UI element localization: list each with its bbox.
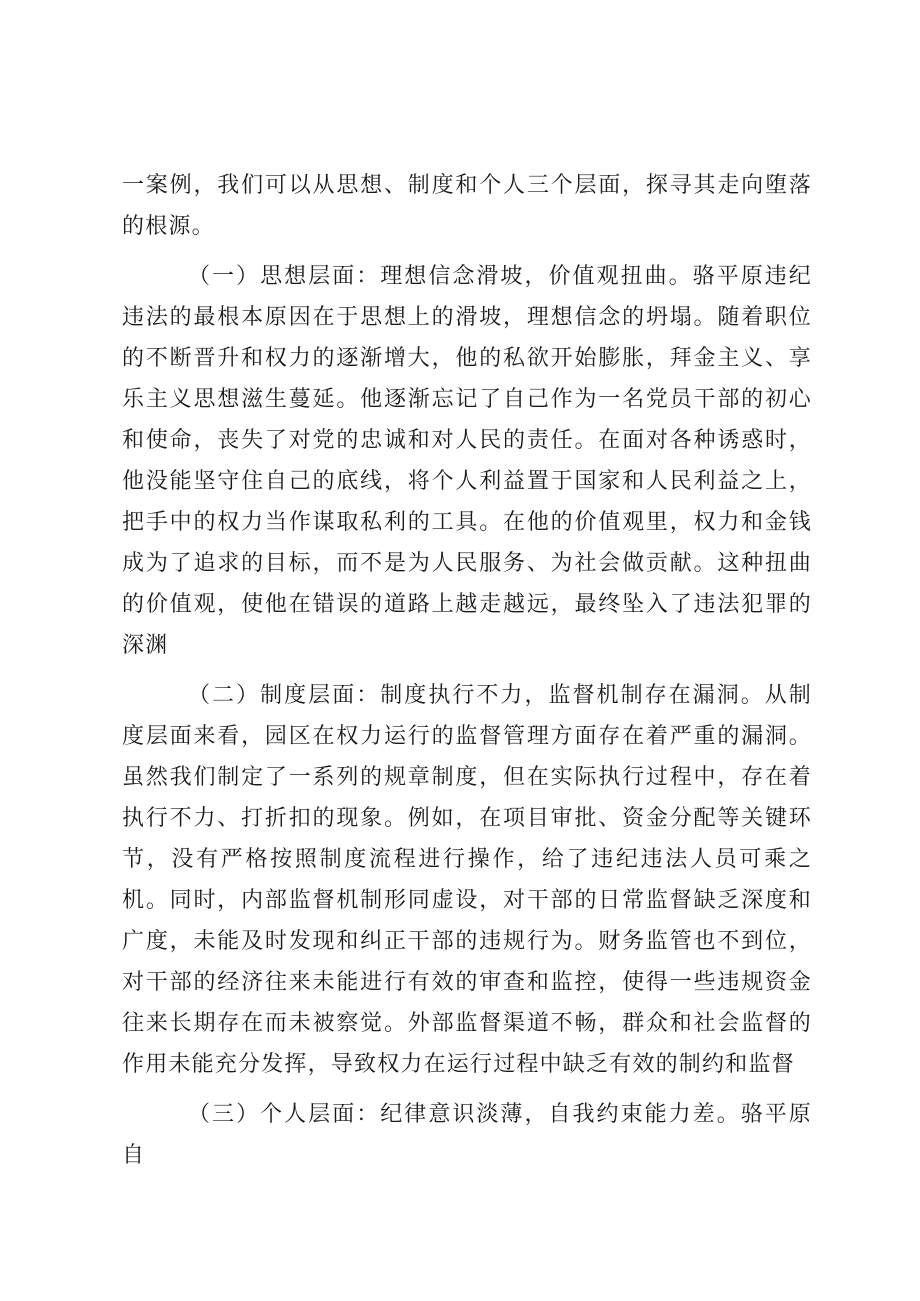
paragraph-ideology-level: （一）思想层面：理想信念滑坡，价值观扭曲。骆平原违纪违法的最根本原因在于思想上的滑坡，理想信念的坍塌。随着职位的不断晋升和权力的逐渐增大，他的私欲开始膨胀，拜金主义、享乐主义思想滋生蔓延。他逐渐忘记了自己作为一名党员干部的初心和使命，丧失了对党的忠诚和对人民的责任。在面对各种诱惑时，他没能坚守住自己的底线，将个人利益置于国家和人民利益之上，把手中的权力当作谋取私利的工具。在他的价值观里，权力和金钱成为了追求的目标，而不是为人民服务、为社会做贡献。这种扭曲的价值观，使他在错误的道路上越走越远，最终坠入了违法犯罪的深渊: [122, 264, 812, 658]
paragraph-system-level: （二）制度层面：制度执行不力，监督机制存在漏洞。从制度层面来看，园区在权力运行的监督管理方面存在着严重的漏洞。虽然我们制定了一系列的规章制度，但在实际执行过程中，存在着执行不力、打折扣的现象。例如，在项目审批、资金分配等关键环节，没有严格按照制度流程进行操作，给了违纪违法人员可乘之机。同时，内部监督机制形同虚设，对干部的日常监督缺乏深度和广度，未能及时发现和纠正干部的违规行为。财务监管也不到位，对干部的经济往来未能进行有效的审查和监控，使得一些违规资金往来长期存在而未被察觉。外部监督渠道不畅，群众和社会监督的作用未能充分发挥，导致权力在运行过程中缺乏有效的制约和监督: [122, 683, 812, 1077]
document-body: [122, 165, 812, 1176]
paragraph-personal-level: （三）个人层面：纪律意识淡薄，自我约束能力差。骆平原自: [122, 1102, 812, 1168]
paragraph-intro-continuation: 一案例，我们可以从思想、制度和个人三个层面，探寻其走向堕落的根源。: [122, 173, 812, 239]
